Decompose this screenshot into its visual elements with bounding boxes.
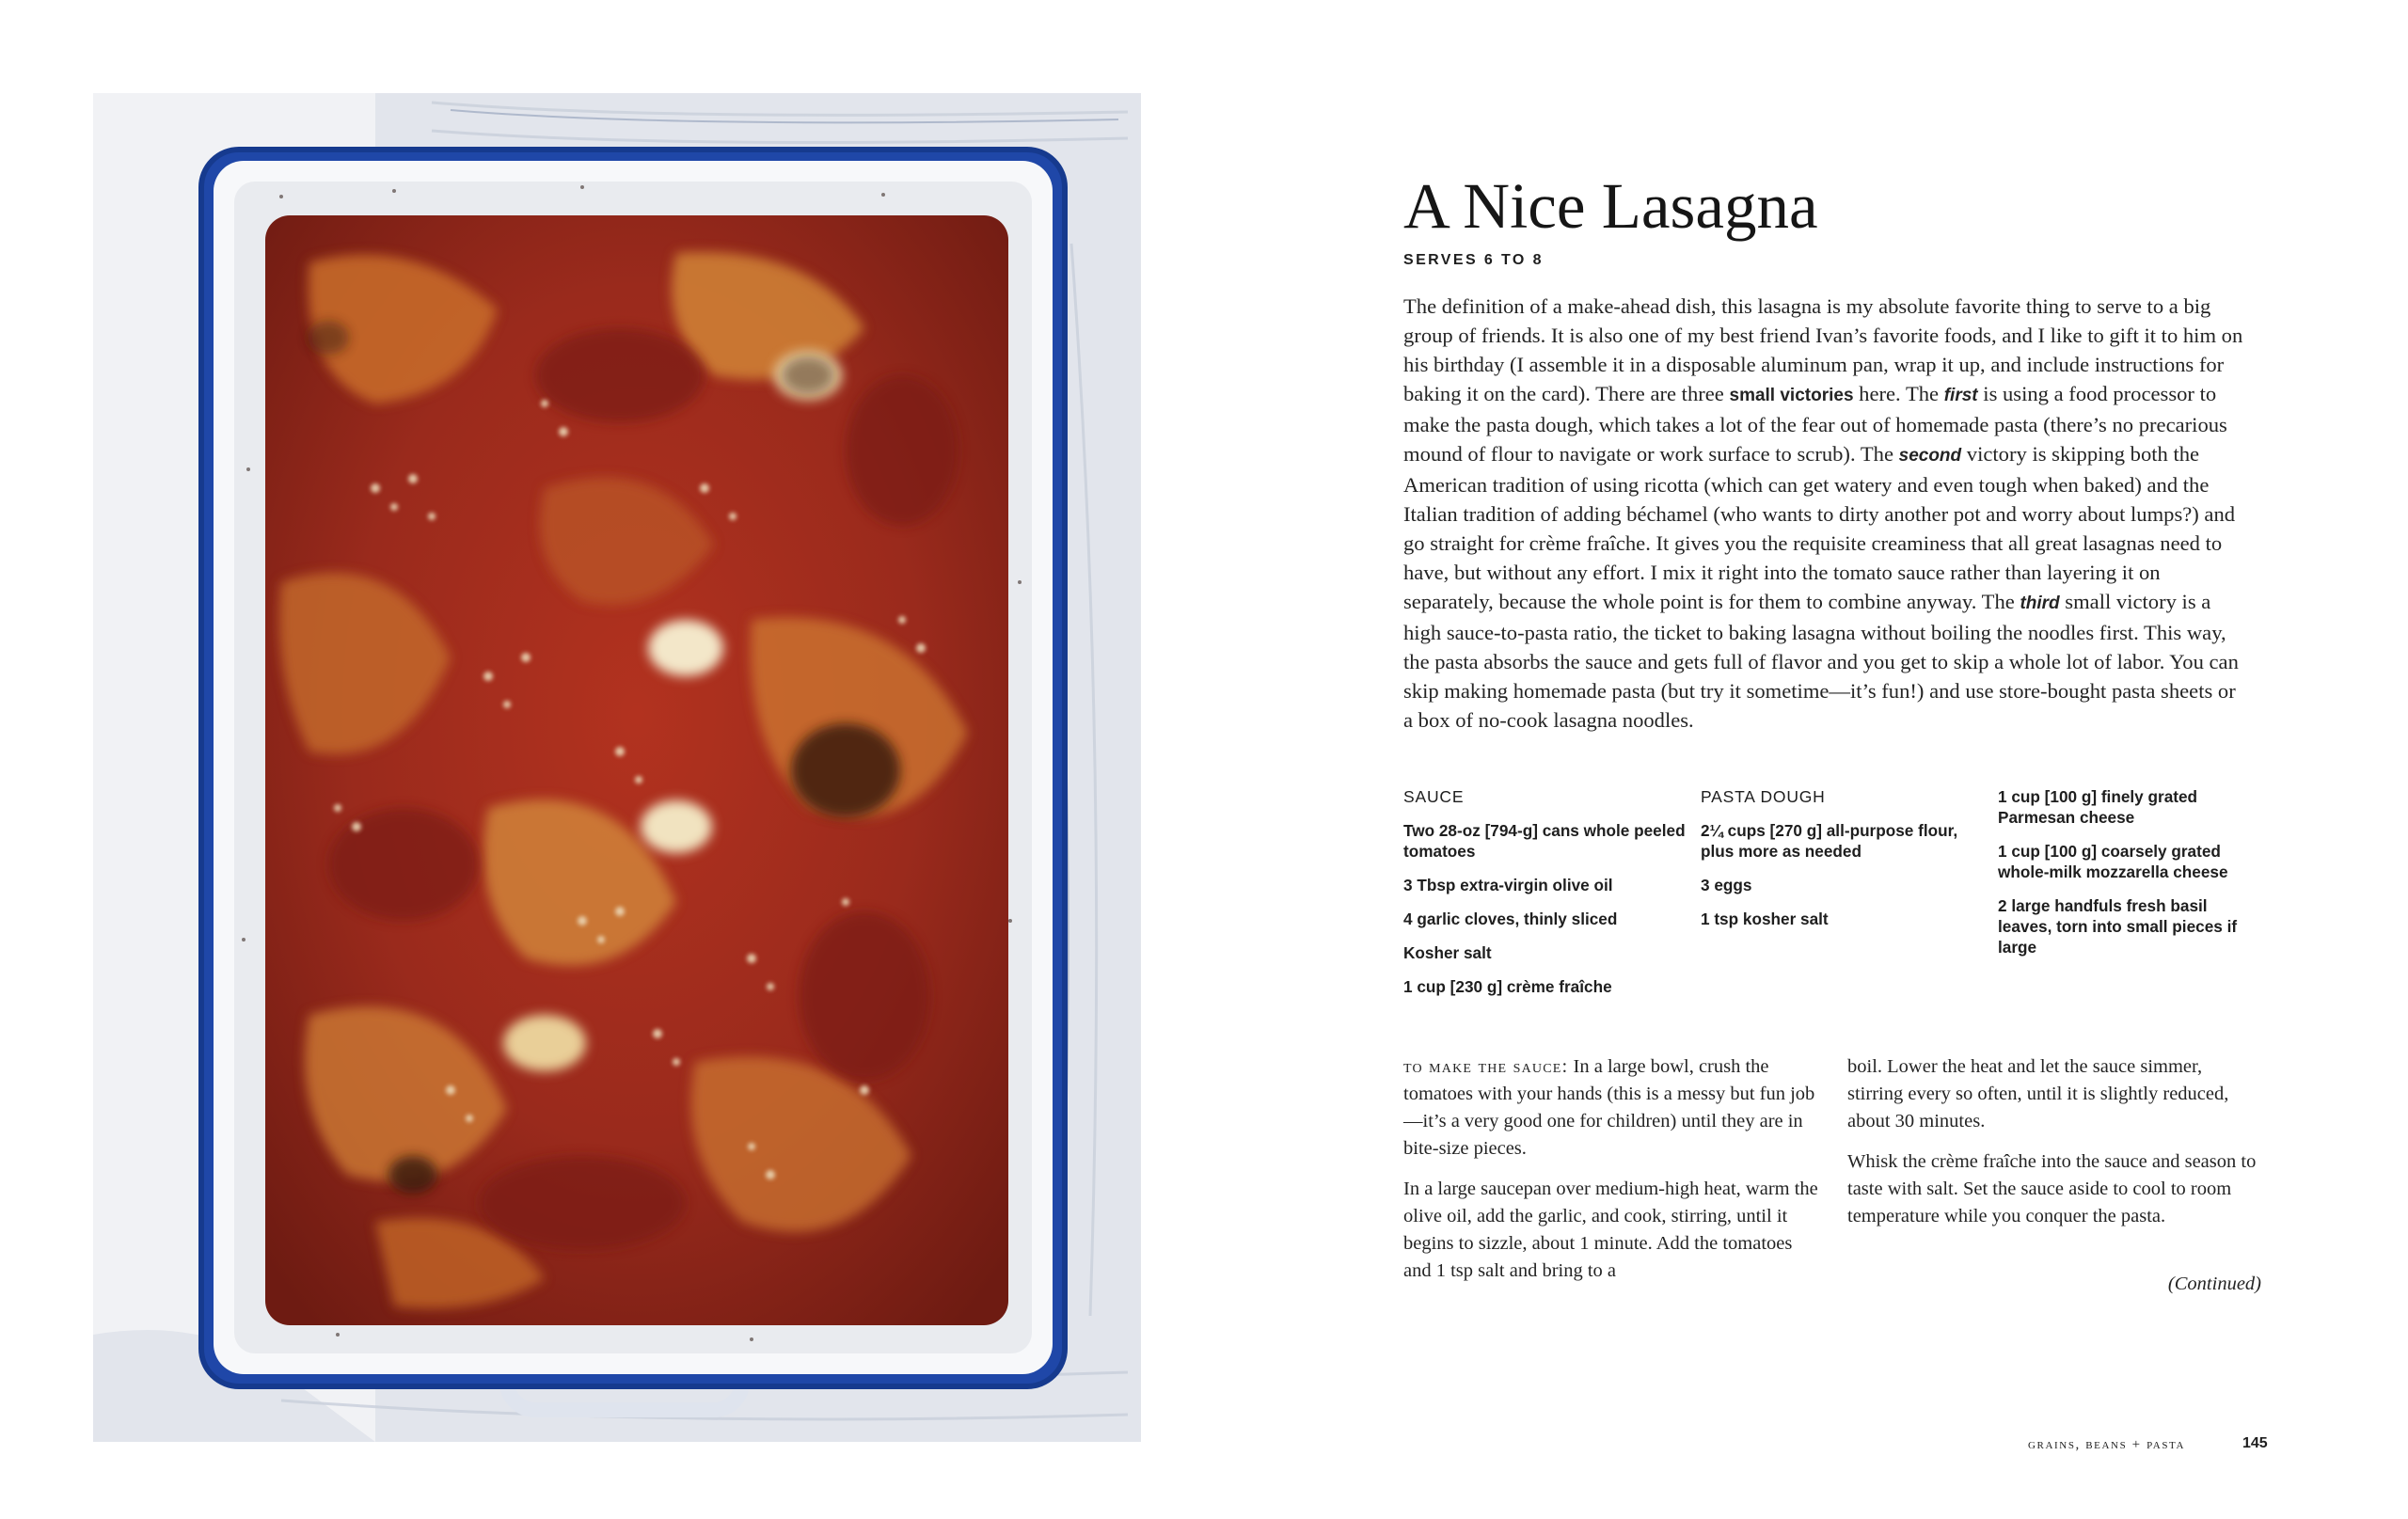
emphasis-small-victories: small victories (1729, 386, 1854, 405)
ingredient-item: 2 large handfuls fresh basil leaves, torn into small pieces if large (1998, 896, 2238, 957)
method-step: In a large saucepan over medium-high heat, warm the olive oil, add the garlic, and cook, stirring, until it begins to sizzle, about 1 minute. Add the tomatoes and 1 tsp salt and bring to a (1403, 1179, 1818, 1281)
method-column-2 (1847, 1053, 2261, 1243)
ingredient-item: Kosher salt (1403, 943, 1492, 962)
ingredient-item: 4 garlic cloves, thinly sliced (1403, 910, 1618, 928)
emphasis-first: first (1943, 386, 1978, 405)
emphasis-third: third (2020, 593, 2060, 613)
continued-note: (Continued) (2167, 1274, 2261, 1294)
ingredient-item: Two 28-oz [794-g] cans whole peeled tomatoes (1403, 821, 1686, 861)
method-step: boil. Lower the heat and let the sauce simmer, stirring every so often, until it is slightly reduced, about 30 minutes. (1847, 1056, 2229, 1131)
ingredient-item: 2¼ cups [270 g] all-purpose flour, plus more as needed (1701, 821, 1958, 861)
footer-section-title: grains, beans + pasta (2028, 1437, 2186, 1452)
method-sauce-label: to make the sauce: (1403, 1056, 1569, 1077)
ingredients-sauce (1403, 786, 1686, 1010)
lasagna-photo (93, 93, 1141, 1442)
recipe-intro: The definition of a make-ahead dish, this lasagna is my absolute favorite thing to serve to a big group of friends. It is also one of my best friend Ivan’s favorite foods, and I like to gift it to him on his birthday (I assemble it in a disposable aluminum pan, wrap it up, and include instructions for baking it on the card). There are three small victories here. The first is using a food processor to make the pasta dough, which takes a lot of the fear out of homemade pasta (there’s no precarious mound of flour to navigate or work surface to scrub). The second victory is skipping both the American tradition of using ricotta (which can get watery and even tough when baked) and the Italian tradition of adding béchamel (who wants to dirty another pot and worry about lumps?) and go straight for crème fraîche. It gives you the requisite creaminess that all great lasagnas need to have, but without any effort. I mix it right into the tomato sauce rather than layering it on separately, because the whole point is for them to combine anyway. The third small victory is a high sauce-to-pasta ratio, the ticket to baking lasagna without boiling the noodles first. This way, the pasta absorbs the sauce and gets full of flavor and you get to skip a whole lot of labor. You can skip making homemade pasta (but try it sometime—it’s fun!) and use store-bought pasta sheets or a box of no-cook lasagna noodles. (1403, 294, 2243, 732)
ingredient-item: 1 cup [230 g] crème fraîche (1403, 977, 1612, 996)
emphasis-second: second (1898, 446, 1962, 466)
ingredient-item: 1 cup [100 g] finely grated Parmesan cheese (1998, 787, 2198, 827)
ingredients-other (1998, 786, 2261, 971)
method-column-1 (1403, 1053, 1825, 1298)
ingredient-item: 1 cup [100 g] coarsely grated whole-milk mozzarella cheese (1998, 842, 2228, 881)
ingredients-dough-heading: PASTA DOUGH (1701, 787, 1826, 806)
method-step: to make the sauce: In a large bowl, crush the tomatoes with your hands (this is a messy but fun job—it’s a very good one for children) until they are in bite-size pieces. (1403, 1056, 1815, 1159)
ingredient-item: 3 eggs (1701, 876, 1752, 894)
method-step: Whisk the crème fraîche into the sauce and season to taste with salt. Set the sauce aside to cool to room temperature while you conquer the pasta. (1847, 1151, 2257, 1226)
serves-label: SERVES 6 TO 8 (1403, 252, 1544, 268)
ingredient-item: 1 tsp kosher salt (1701, 910, 1829, 928)
ingredients-sauce-heading: SAUCE (1403, 787, 1465, 806)
ingredient-item: 3 Tbsp extra-virgin olive oil (1403, 876, 1613, 894)
page-number: 145 (2242, 1435, 2268, 1451)
recipe-title: A Nice Lasagna (1403, 170, 1818, 243)
ingredients-pasta-dough (1701, 786, 1973, 942)
lasagna-dish-illustration (93, 93, 1141, 1442)
